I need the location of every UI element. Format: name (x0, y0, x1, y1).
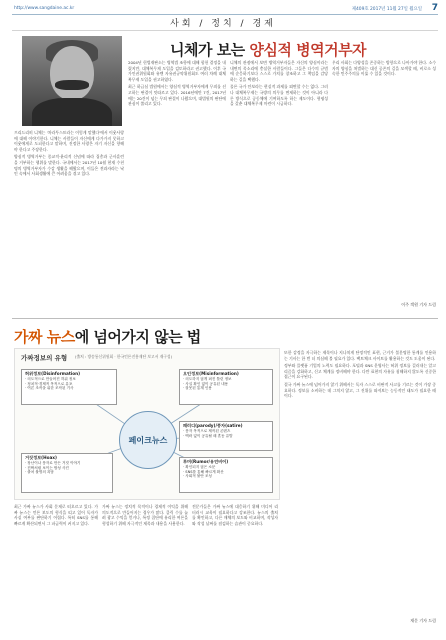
article1-paragraph: 프리드리히 니체는 '차라투스트라는 이렇게 말했다'에서 이웃사랑에 대해 이야기한다. 니체는 사람들이 자신에게 다가가지 못하고 이웃에게로 도피한다고 말하며, 진정한 사랑은 자기 자신을 향해야 한다고 주장한다. (14, 130, 124, 152)
article2-title-suffix: 에 넘어가지 않는 법 (74, 328, 201, 346)
article1-paragraph: 우리 사회는 다양성을 존중하는 방향으로 나아가야 한다. 소수자의 양심을 처벌하는 대신 공존의 길을 모색할 때, 비로소 성숙한 민주주의를 이룰 수 있을 것이다. (332, 60, 436, 77)
article2-column-2 (102, 504, 188, 632)
diagram-box-disinformation (21, 369, 117, 405)
article2-paragraph: 정부와 플랫폼 기업의 노력도 필요하다. 포털과 SNS 운영사는 허위 정보를 걸러내는 알고리즘을 강화하고, 신고 체계를 정비해야 한다. 다만 표현의 자유를 침해하지 않도록 신중한 접근이 요구된다. (284, 363, 436, 380)
fake-info-diagram (14, 348, 280, 500)
article2-paragraph: 결국 가짜 뉴스에 넘어가지 않기 위해서는 독자 스스로 비판적 사고를 기르는 것이 가장 중요하다. 정보를 소비하는 데 그치지 않고, 그 진위를 따져보는 능동적인 태도가 필요한 때이다. (284, 381, 436, 399)
section-rule (12, 30, 438, 31)
nietzsche-portrait (22, 36, 122, 126)
article2-right-column (284, 350, 436, 585)
article2-paragraph: 또한 감정을 자극하는 제목이나 지나치게 단정적인 표현, 근거가 불분명한 통계를 인용하는 기사는 한 번 더 의심해 볼 필요가 있다. 팩트체크 사이트를 활용하는 것도 도움이 된다. (284, 350, 436, 361)
article1-title-highlight: 양심적 병역거부자 (249, 41, 367, 59)
box-heading: 허위정보(Disinformation) (25, 371, 81, 376)
article1-paragraph: 2004년 헌법재판소는 병역법 조항에 대해 합헌 결정을 내렸지만, 대체복무제 도입을 검토하라고 권고했다. 이후 국가인권위원회와 유엔 자유권규약위원회도 여러 차례 대체복무제 도입을 권고하였다. (128, 60, 226, 82)
box-line: · 사회적 불안 조성 (183, 474, 212, 479)
article1-paragraph: 최근 하급심 법원에서는 양심적 병역거부자에게 무죄를 선고하는 판결이 잇따르고 있다. 2016년에만 7건, 2017년에는 20건이 넘는 무죄 판결이 나왔으며, 대법원의 판단에 관심이 쏠리고 있다. (128, 84, 226, 107)
article1-column-4 (332, 60, 436, 315)
article1-title-prefix: 니체가 보는 (170, 41, 250, 59)
box-line: · 사실 확인 없이 공유된 내용 (183, 381, 229, 386)
article2-paragraph: 전문가들은 가짜 뉴스에 대응하기 위해 미디어 리터러시 교육이 필요하다고 강조한다. 뉴스의 출처를 확인하고, 다른 매체의 보도와 비교하며, 작성자와 작성 날짜를 점검하는 습관이 중요하다. (192, 504, 278, 526)
box-line: · 출처 불명의 괴담 (25, 470, 54, 475)
box-line: · 확인되지 않은 소문 (183, 464, 216, 469)
header-rule (12, 14, 438, 15)
article1-title (170, 39, 366, 60)
box-line: · 잘못된 통계 인용 (183, 386, 212, 391)
article2-paragraph: 최근 가짜 뉴스가 사회 문제로 떠오르고 있다. 가짜 뉴스는 언론 보도의 형식을 띠고 있어 독자가 사실 여부를 판단하기 어렵다. 특히 SNS를 통해 빠르게 확산되면서 그 파급력이 커지고 있다. (14, 504, 98, 526)
article2-column-3 (192, 504, 278, 632)
page-number: 7 (431, 3, 438, 13)
article1-byline: 이주 객원 기자 드림 (401, 302, 436, 307)
box-heading: 루머(Rumor/유언비어) (183, 459, 229, 464)
diagram-box-rumor (179, 457, 273, 493)
box-line: · 진짜처럼 보이는 합성 사진 (25, 465, 69, 470)
article1-paragraph: 물론 국가 안보라는 현실적 과제를 외면할 수는 없다. 그러나 대체복무제는 국방의 의무를 면제하는 것이 아니라 다른 방식으로 공동체에 기여하도록 하는 제도이다. 형평성을 갖춘 대체복무제 마련이 시급하다. (230, 84, 328, 107)
diagram-box-misinformation (179, 369, 273, 405)
box-heading: 패러디(parody)/풍자(satire) (183, 423, 243, 428)
article2-title (14, 326, 201, 347)
diagram-source: (출처 : 방송통신위원회 · 한국언론진흥재단 보고서 재구성) (75, 354, 173, 359)
article1-column-2 (128, 60, 226, 315)
header-date: 제409호 2017년 11월 27일 월요일 (351, 7, 422, 12)
diagram-title: 가짜정보의 유형 (21, 354, 68, 362)
portrait-coat (32, 98, 112, 126)
portrait-mustache (55, 80, 89, 90)
box-line: · 정치적·경제적 목적으로 유포 (25, 381, 73, 386)
diagram-hub-fake-news: 페이크뉴스 (119, 411, 177, 469)
box-line: · 풍자 목적으로 제작된 콘텐츠 (183, 428, 231, 433)
box-line: · 의도하지 않게 퍼진 틀린 정보 (183, 376, 232, 381)
article1-column-1 (14, 130, 124, 315)
box-line: · 장난이나 풍자로 만든 거짓 이야기 (25, 460, 81, 465)
article2-title-highlight: 가짜 뉴스 (14, 328, 75, 346)
article2-paragraph: 가짜 뉴스는 정치적 목적이나 경제적 이익을 위해 의도적으로 만들어지는 경우가 많다. 클릭 수를 늘려 광고 수익을 얻거나, 특정 집단에 유리한 여론을 형성하기 위해 자극적인 제목과 내용을 사용한다. (102, 504, 188, 526)
article1-paragraph: 니체의 관점에서 보면 병역거부자들은 자신의 양심이라는 내면의 목소리에 충실한 사람들이다. 그들은 다수의 규범에 순응하기보다 스스로 가치를 창조하고 그 책임을 감당하는 길을 택했다. (230, 60, 328, 82)
article-divider (12, 318, 438, 319)
box-heading: 거짓정보(Hoax) (25, 455, 57, 460)
header-url[interactable]: http://www.sangdaine.ac.kr (14, 6, 75, 11)
box-line: · SNS를 통해 빠르게 확산 (183, 469, 224, 474)
diagram-box-parody (179, 421, 273, 451)
box-line: · 여론 조작을 위한 조작된 기사 (25, 386, 74, 391)
portrait-face (50, 46, 94, 100)
article1-paragraph: 양심적 병역거부는 종교적·윤리적 신념에 따라 집총과 군사훈련을 거부하는 행위를 말한다. 국내에서는 2017년 10월 현재 수천 명의 병역거부자가 수감 생활을 해왔으며, 이들은 전과자라는 낙인 속에서 사회생활에 큰 어려움을 겪고 있다. (14, 154, 124, 177)
article2-byline: 재문 기자 드림 (410, 618, 436, 623)
box-line: · 맥락 없이 공유될 때 혼동 유발 (183, 433, 233, 438)
box-heading: 오인정보(Misinformation) (183, 371, 239, 376)
diagram-box-hoax (21, 453, 113, 493)
box-line: · 의도적으로 만들어진 허위 정보 (25, 376, 76, 381)
section-title: 사회 / 정치 / 경제 (170, 19, 276, 29)
article1-column-3 (230, 60, 328, 315)
article2-column-1 (14, 504, 98, 632)
